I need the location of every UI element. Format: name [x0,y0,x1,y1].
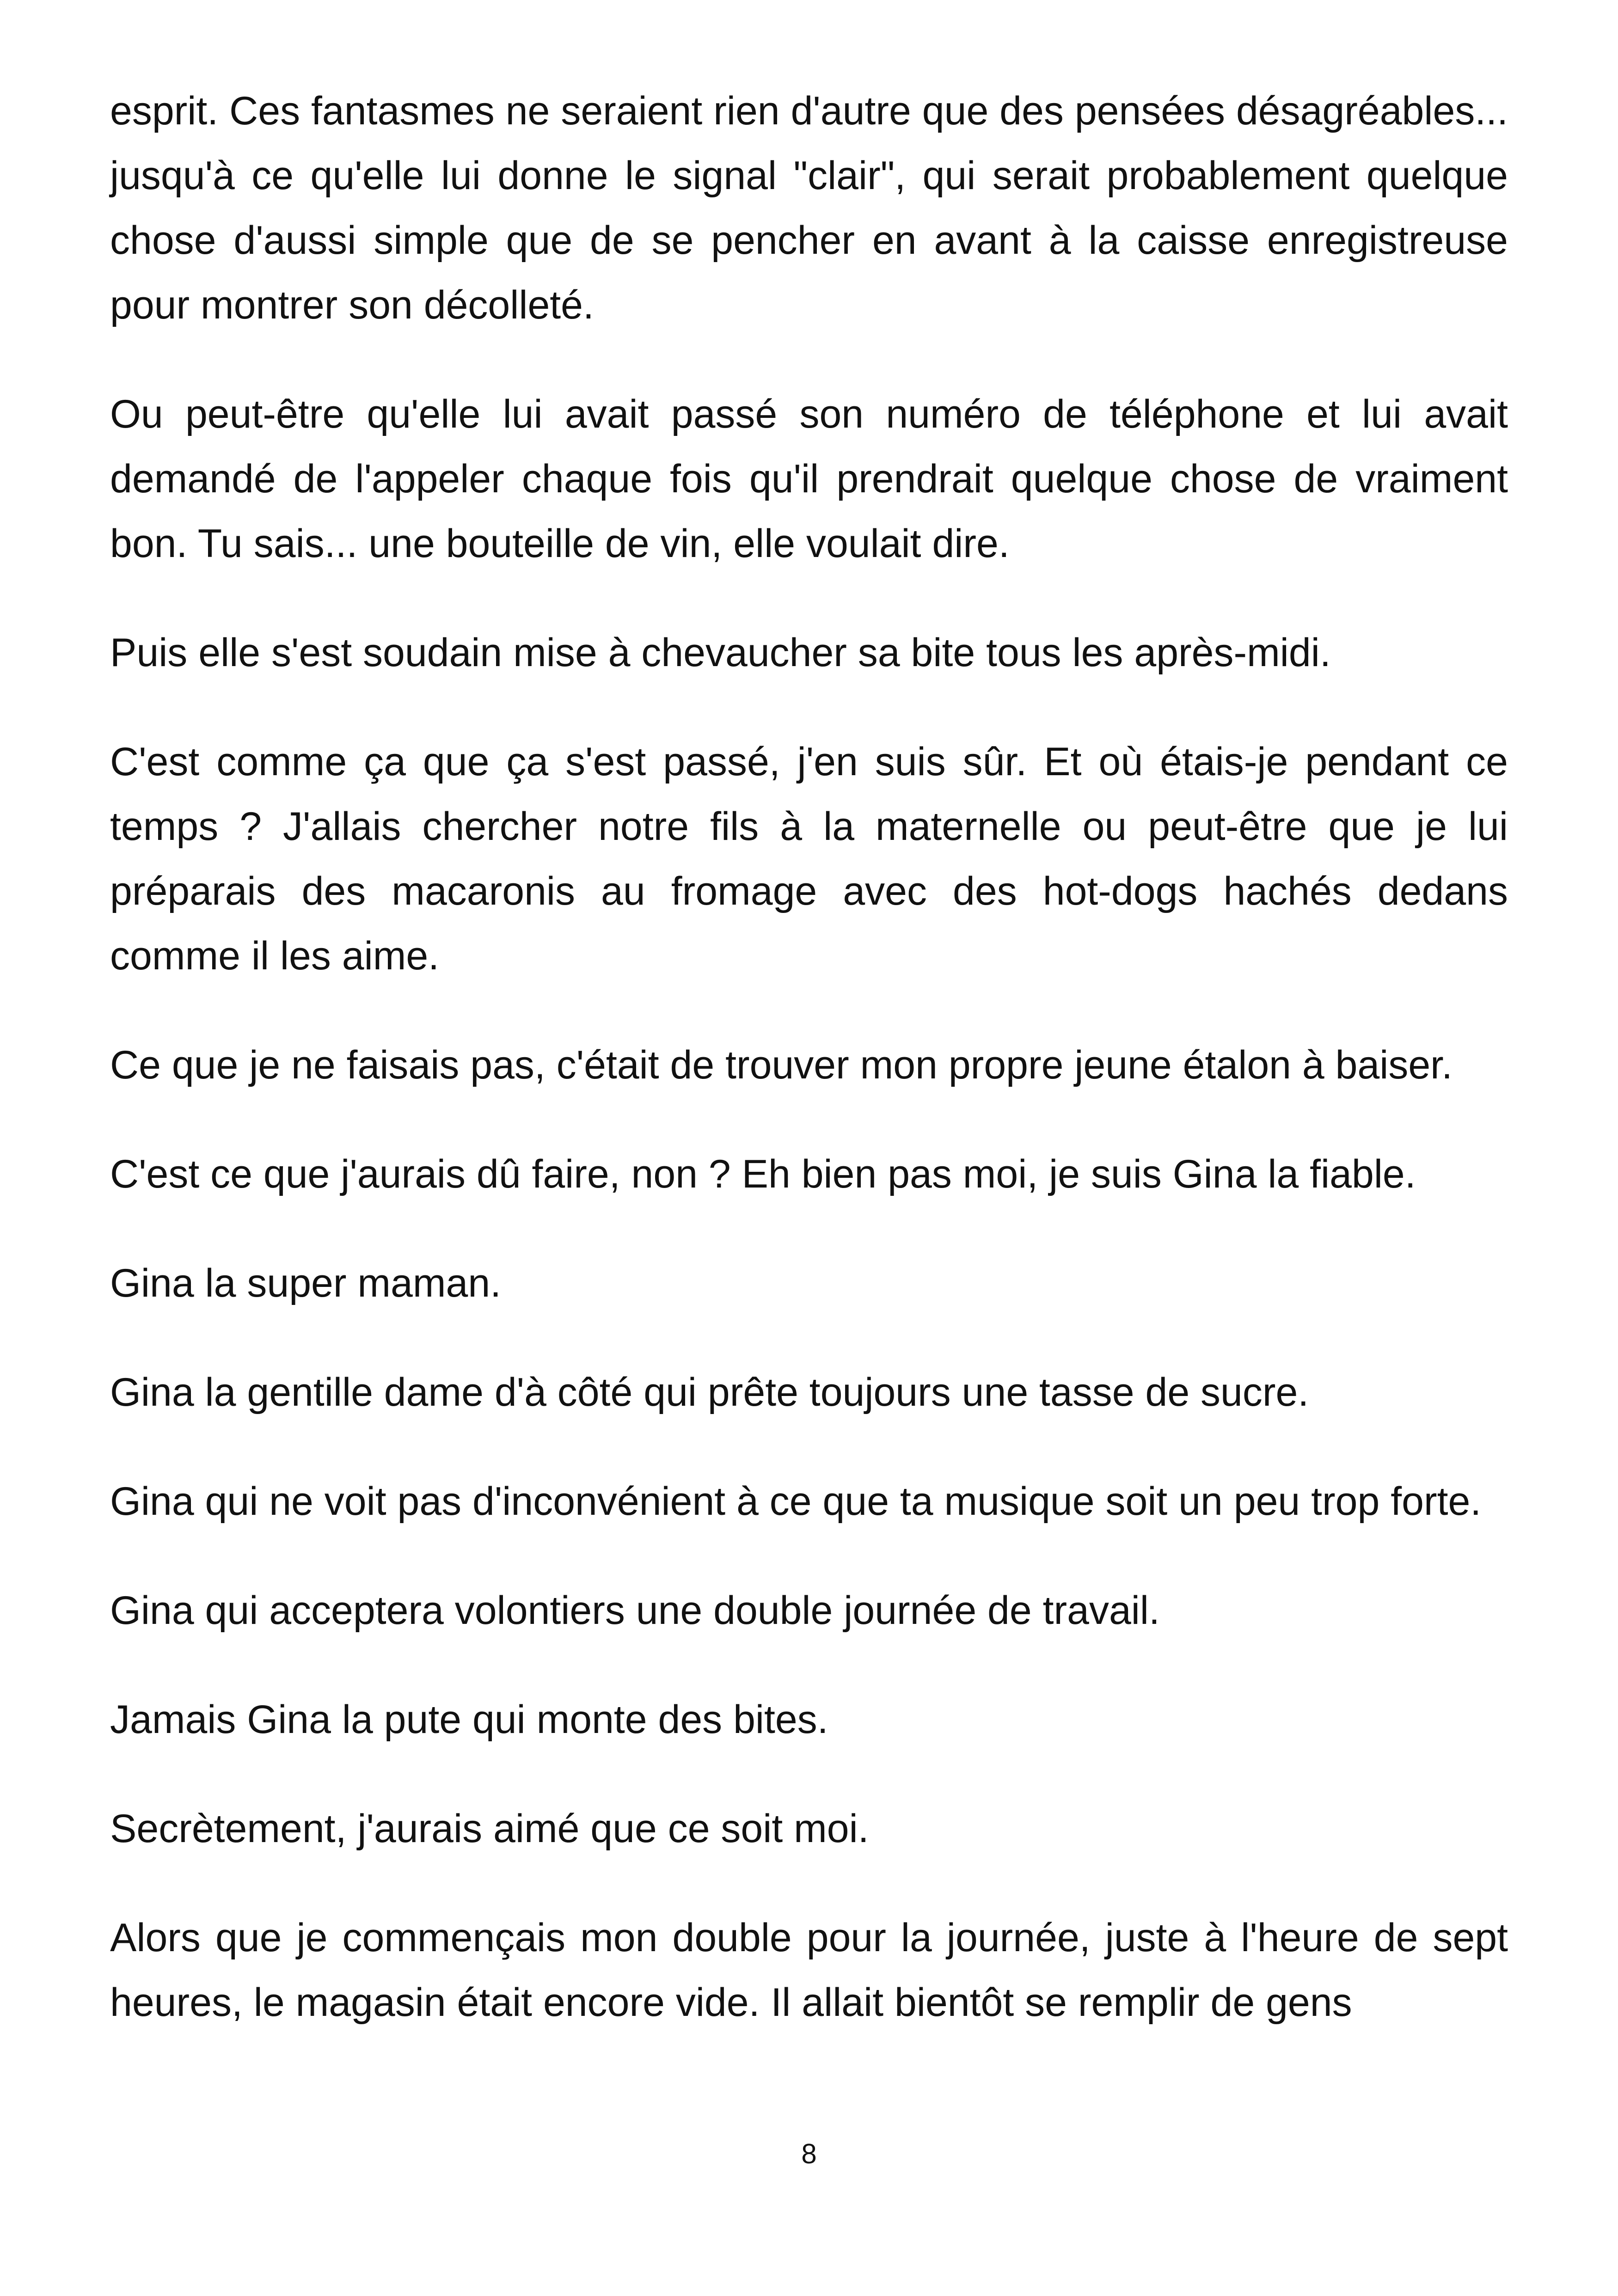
paragraph: esprit. Ces fantasmes ne seraient rien d'autre que des pensées désagréables... jusqu'à ce qu'elle lui donne le signal "clair", qui serait probablement quelque chose d'aussi simple que de se pencher en avant à la caisse enregistreuse pour montrer son décolleté. [110,89,1508,327]
paragraph: Secrètement, j'aurais aimé que ce soit moi. [110,1806,869,1851]
paragraph: Ou peut-être qu'elle lui avait passé son numéro de téléphone et lui avait demandé de l'appeler chaque fois qu'il prendrait quelque chose de vraiment bon. Tu sais... une bouteille de vin, elle voulait dire. [110,392,1508,566]
paragraph: C'est ce que j'aurais dû faire, non ? Eh bien pas moi, je suis Gina la fiable. [110,1152,1416,1196]
body-text [110,79,1508,2079]
paragraph: Ce que je ne faisais pas, c'était de trouver mon propre jeune étalon à baiser. [110,1043,1453,1087]
paragraph: Gina la super maman. [110,1261,502,1305]
paragraph: Alors que je commençais mon double pour la journée, juste à l'heure de sept heures, le magasin était encore vide. Il allait bientôt se remplir de gens [110,1916,1508,2025]
paragraph: Puis elle s'est soudain mise à chevaucher sa bite tous les après-midi. [110,631,1331,675]
paragraph: Gina qui acceptera volontiers une double journée de travail. [110,1588,1160,1633]
paragraph: Gina qui ne voit pas d'inconvénient à ce que ta musique soit un peu trop forte. [110,1479,1482,1524]
page-number: 8 [801,2138,817,2169]
paragraph: Jamais Gina la pute qui monte des bites. [110,1697,828,1742]
paragraph: C'est comme ça que ça s'est passé, j'en suis sûr. Et où étais-je pendant ce temps ? J'allais chercher notre fils à la maternelle ou peut-être que je lui préparais des macaronis au fromage avec des hot-dogs hachés dedans comme il les aime. [110,740,1508,978]
paragraph: Gina la gentille dame d'à côté qui prête toujours une tasse de sucre. [110,1370,1309,1414]
